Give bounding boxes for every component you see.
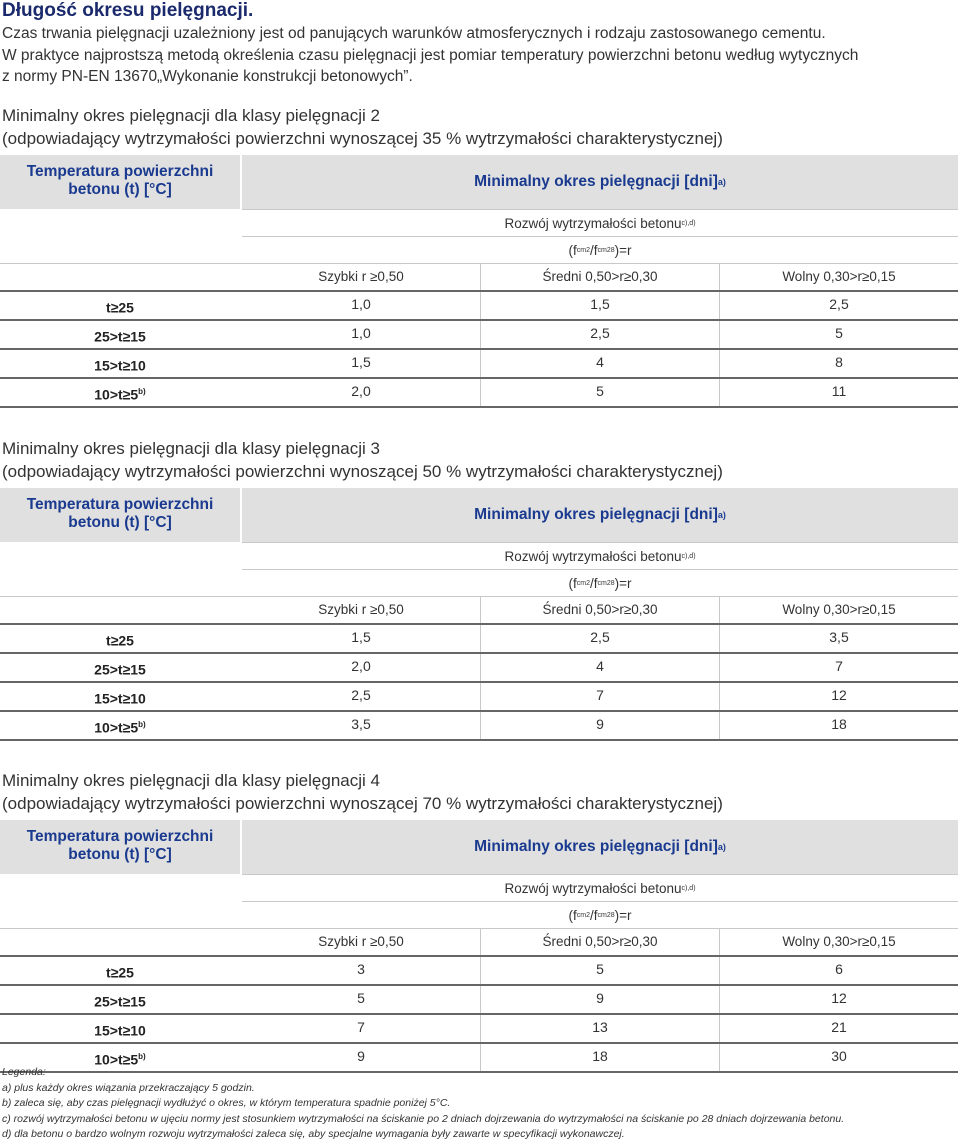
formula-part: (f <box>568 575 577 591</box>
formula-part: /f <box>589 242 598 258</box>
footnote-ref: c),d) <box>681 552 696 560</box>
section-subtitle: (odpowiadający wytrzymałości powierzchni wynoszącej 35 % wytrzymałości charakterystycznej) <box>2 129 723 148</box>
table-row <box>0 290 958 319</box>
formula-subscript: cm28 <box>597 246 615 254</box>
value-cell: 21 <box>719 1015 958 1042</box>
temperature-range-cell <box>0 1015 240 1042</box>
value-cell: 6 <box>719 957 958 984</box>
legend <box>2 1065 844 1143</box>
page-title: Długość okresu pielęgnacji. <box>2 0 254 21</box>
formula-subscript: cm2 <box>576 579 590 587</box>
table-row <box>0 348 958 377</box>
legend-heading: Legenda: <box>2 1066 46 1078</box>
value-cell: 4 <box>480 654 719 681</box>
min-period-label: Minimalny okres pielęgnacji [dni] <box>474 506 718 523</box>
strength-growth-text: Rozwój wytrzymałości betonu <box>504 548 682 564</box>
growth-columns-row <box>0 928 958 955</box>
section-subtitle: (odpowiadający wytrzymałości powierzchni wynoszącej 50 % wytrzymałości charakterystycznej) <box>2 462 723 481</box>
temperature-range: 25>t≥15 <box>94 993 146 1010</box>
strength-growth-text: Rozwój wytrzymałości betonu <box>504 880 682 896</box>
formula-subscript: cm28 <box>597 579 615 587</box>
footnote-ref: b) <box>138 1052 146 1061</box>
temperature-range: 15>t≥10 <box>94 690 146 707</box>
legend-item: c) rozwój wytrzymałości betonu w ujęciu normy jest stosunkiem wytrzymałości na ściskanie po 2 dniach dojrzewania do wytrzymałości na ściskanie po 28 dniach dojrzewania betonu. <box>2 1112 845 1125</box>
formula-part: /f <box>589 907 598 923</box>
value-cell: 1,0 <box>351 296 371 312</box>
legend-item: b) zaleca się, aby czas pielęgnacji wydłużyć o okres, w którym temperatura spadnie poniżej 5°C. <box>2 1097 451 1109</box>
value-cell: 7 <box>357 1019 365 1035</box>
temperature-range-cell <box>0 625 240 652</box>
temperature-range-cell <box>0 379 240 406</box>
value-cell: 4 <box>480 350 719 377</box>
value-cell: 5 <box>480 957 719 984</box>
temperature-range-cell <box>0 957 240 984</box>
intro-text <box>2 23 952 88</box>
temperature-range: 25>t≥15 <box>94 328 146 345</box>
intro-line: W praktyce najprostszą metodą określenia czasu pielęgnacji jest pomiar temperatury powierzchni betonu według wytycznych <box>2 46 859 64</box>
temperature-range: t≥25 <box>106 964 134 981</box>
table-row <box>0 984 958 1013</box>
column-slow: Wolny 0,30>r≥0,15 <box>719 597 958 623</box>
strength-growth-label <box>242 874 958 901</box>
min-period-header <box>242 155 958 209</box>
column-medium: Średni 0,50>r≥0,30 <box>480 597 719 623</box>
footnote-ref: a) <box>717 510 726 520</box>
value-cell: 1,0 <box>351 325 371 341</box>
table-row <box>0 681 958 710</box>
value-cell: 12 <box>719 986 958 1013</box>
footnote-ref: c),d) <box>681 219 696 227</box>
temperature-range: 10>t≥5 <box>94 1051 139 1068</box>
strength-growth-label <box>242 209 958 236</box>
curing-class-section <box>0 437 960 741</box>
value-cell: 12 <box>719 683 958 710</box>
section-subtitle: (odpowiadający wytrzymałości powierzchni wynoszącej 70 % wytrzymałości charakterystycznej) <box>2 794 723 813</box>
table-row <box>0 1013 958 1042</box>
value-cell: 30 <box>719 1044 958 1071</box>
formula-part: /f <box>589 575 598 591</box>
column-slow: Wolny 0,30>r≥0,15 <box>719 264 958 290</box>
temperature-header-line: betonu (t) [°C] <box>68 514 172 531</box>
temperature-header-line: betonu (t) [°C] <box>68 846 172 863</box>
temperature-header <box>0 820 240 874</box>
value-cell: 9 <box>480 712 719 739</box>
value-cell: 2,5 <box>719 292 958 319</box>
value-cell: 2,5 <box>480 625 719 652</box>
temperature-header-line: Temperatura powierzchni <box>26 828 214 845</box>
table-row <box>0 652 958 681</box>
temperature-range-cell <box>0 321 240 348</box>
section-title: Minimalny okres pielęgnacji dla klasy pielęgnacji 3 <box>2 439 380 458</box>
table-row <box>0 623 958 652</box>
temperature-range: 10>t≥5 <box>94 386 139 403</box>
value-cell: 5 <box>480 379 719 406</box>
temperature-header <box>0 488 240 542</box>
temperature-range-cell <box>0 712 240 739</box>
temperature-range: 25>t≥15 <box>94 661 146 678</box>
growth-columns-row <box>0 596 958 623</box>
value-cell: 9 <box>480 986 719 1013</box>
formula-subscript: cm2 <box>576 911 590 919</box>
value-cell: 1,5 <box>351 629 371 645</box>
footnote-ref: a) <box>717 177 726 187</box>
legend-item: a) plus każdy okres wiązania przekraczający 5 godzin. <box>2 1081 255 1094</box>
value-cell: 2,5 <box>480 321 719 348</box>
legend-item: d) dla betonu o bardzo wolnym rozwoju wytrzymałości zaleca się, aby specjalne wymagania były zawarte w specyfikacji wykonawczej. <box>2 1128 625 1140</box>
temperature-range: 15>t≥10 <box>94 357 146 374</box>
column-fast: Szybki r ≥0,50 <box>318 269 404 284</box>
section-title: Minimalny okres pielęgnacji dla klasy pielęgnacji 4 <box>2 771 380 790</box>
table-row <box>0 955 958 984</box>
column-medium: Średni 0,50>r≥0,30 <box>480 264 719 290</box>
value-cell: 13 <box>480 1015 719 1042</box>
value-cell: 8 <box>719 350 958 377</box>
temperature-range-cell <box>0 292 240 319</box>
table-row <box>0 377 958 408</box>
column-slow: Wolny 0,30>r≥0,15 <box>719 929 958 955</box>
min-period-header <box>242 820 958 874</box>
formula-part: )=r <box>614 575 632 591</box>
table-row <box>0 710 958 741</box>
temperature-range: 10>t≥5 <box>94 719 139 736</box>
footnote-ref: b) <box>138 720 146 729</box>
section-title: Minimalny okres pielęgnacji dla klasy pielęgnacji 2 <box>2 106 380 125</box>
strength-ratio-formula <box>242 236 958 263</box>
temperature-range: t≥25 <box>106 299 134 316</box>
footnote-ref: a) <box>717 842 726 852</box>
intro-line: z normy PN-EN 13670„Wykonanie konstrukcji betonowych”. <box>2 68 413 85</box>
min-period-label: Minimalny okres pielęgnacji [dni] <box>474 838 718 855</box>
column-medium: Średni 0,50>r≥0,30 <box>480 929 719 955</box>
temperature-range-cell <box>0 683 240 710</box>
value-cell: 3 <box>357 961 365 977</box>
value-cell: 11 <box>719 379 958 406</box>
strength-growth-label <box>242 542 958 569</box>
value-cell: 1,5 <box>351 354 371 370</box>
temperature-header <box>0 155 240 209</box>
temperature-range: t≥25 <box>106 632 134 649</box>
formula-subscript: cm2 <box>576 246 590 254</box>
value-cell: 18 <box>480 1044 719 1071</box>
formula-part: )=r <box>614 907 632 923</box>
value-cell: 2,0 <box>351 383 371 399</box>
temperature-header-line: Temperatura powierzchni <box>26 163 214 180</box>
curing-table <box>0 155 958 408</box>
value-cell: 2,0 <box>351 658 371 674</box>
value-cell: 1,5 <box>480 292 719 319</box>
formula-part: (f <box>568 907 577 923</box>
temperature-range-cell <box>0 986 240 1013</box>
table-row <box>0 319 958 348</box>
strength-ratio-formula <box>242 569 958 596</box>
value-cell: 7 <box>480 683 719 710</box>
formula-part: (f <box>568 242 577 258</box>
value-cell: 3,5 <box>719 625 958 652</box>
value-cell: 18 <box>719 712 958 739</box>
temperature-range: 15>t≥10 <box>94 1022 146 1039</box>
growth-columns-row <box>0 263 958 290</box>
curing-class-section <box>0 769 960 1073</box>
curing-table <box>0 488 958 741</box>
curing-class-section <box>0 104 960 408</box>
value-cell: 9 <box>357 1048 365 1064</box>
formula-part: )=r <box>614 242 632 258</box>
temperature-range-cell <box>0 350 240 377</box>
value-cell: 5 <box>357 990 365 1006</box>
value-cell: 2,5 <box>351 687 371 703</box>
formula-subscript: cm28 <box>597 911 615 919</box>
min-period-label: Minimalny okres pielęgnacji [dni] <box>474 173 718 190</box>
temperature-range-cell <box>0 654 240 681</box>
value-cell: 5 <box>719 321 958 348</box>
strength-ratio-formula <box>242 901 958 928</box>
column-fast: Szybki r ≥0,50 <box>318 602 404 617</box>
intro-line: Czas trwania pielęgnacji uzależniony jest od panujących warunków atmosferycznych i rodzaju zastosowanego cementu. <box>2 25 826 42</box>
temperature-header-line: Temperatura powierzchni <box>26 496 214 513</box>
footnote-ref: b) <box>138 387 146 396</box>
value-cell: 3,5 <box>351 716 371 732</box>
strength-growth-text: Rozwój wytrzymałości betonu <box>504 215 682 231</box>
min-period-header <box>242 488 958 542</box>
footnote-ref: c),d) <box>681 884 696 892</box>
curing-table <box>0 820 958 1073</box>
column-fast: Szybki r ≥0,50 <box>318 934 404 949</box>
temperature-header-line: betonu (t) [°C] <box>68 181 172 198</box>
value-cell: 7 <box>719 654 958 681</box>
